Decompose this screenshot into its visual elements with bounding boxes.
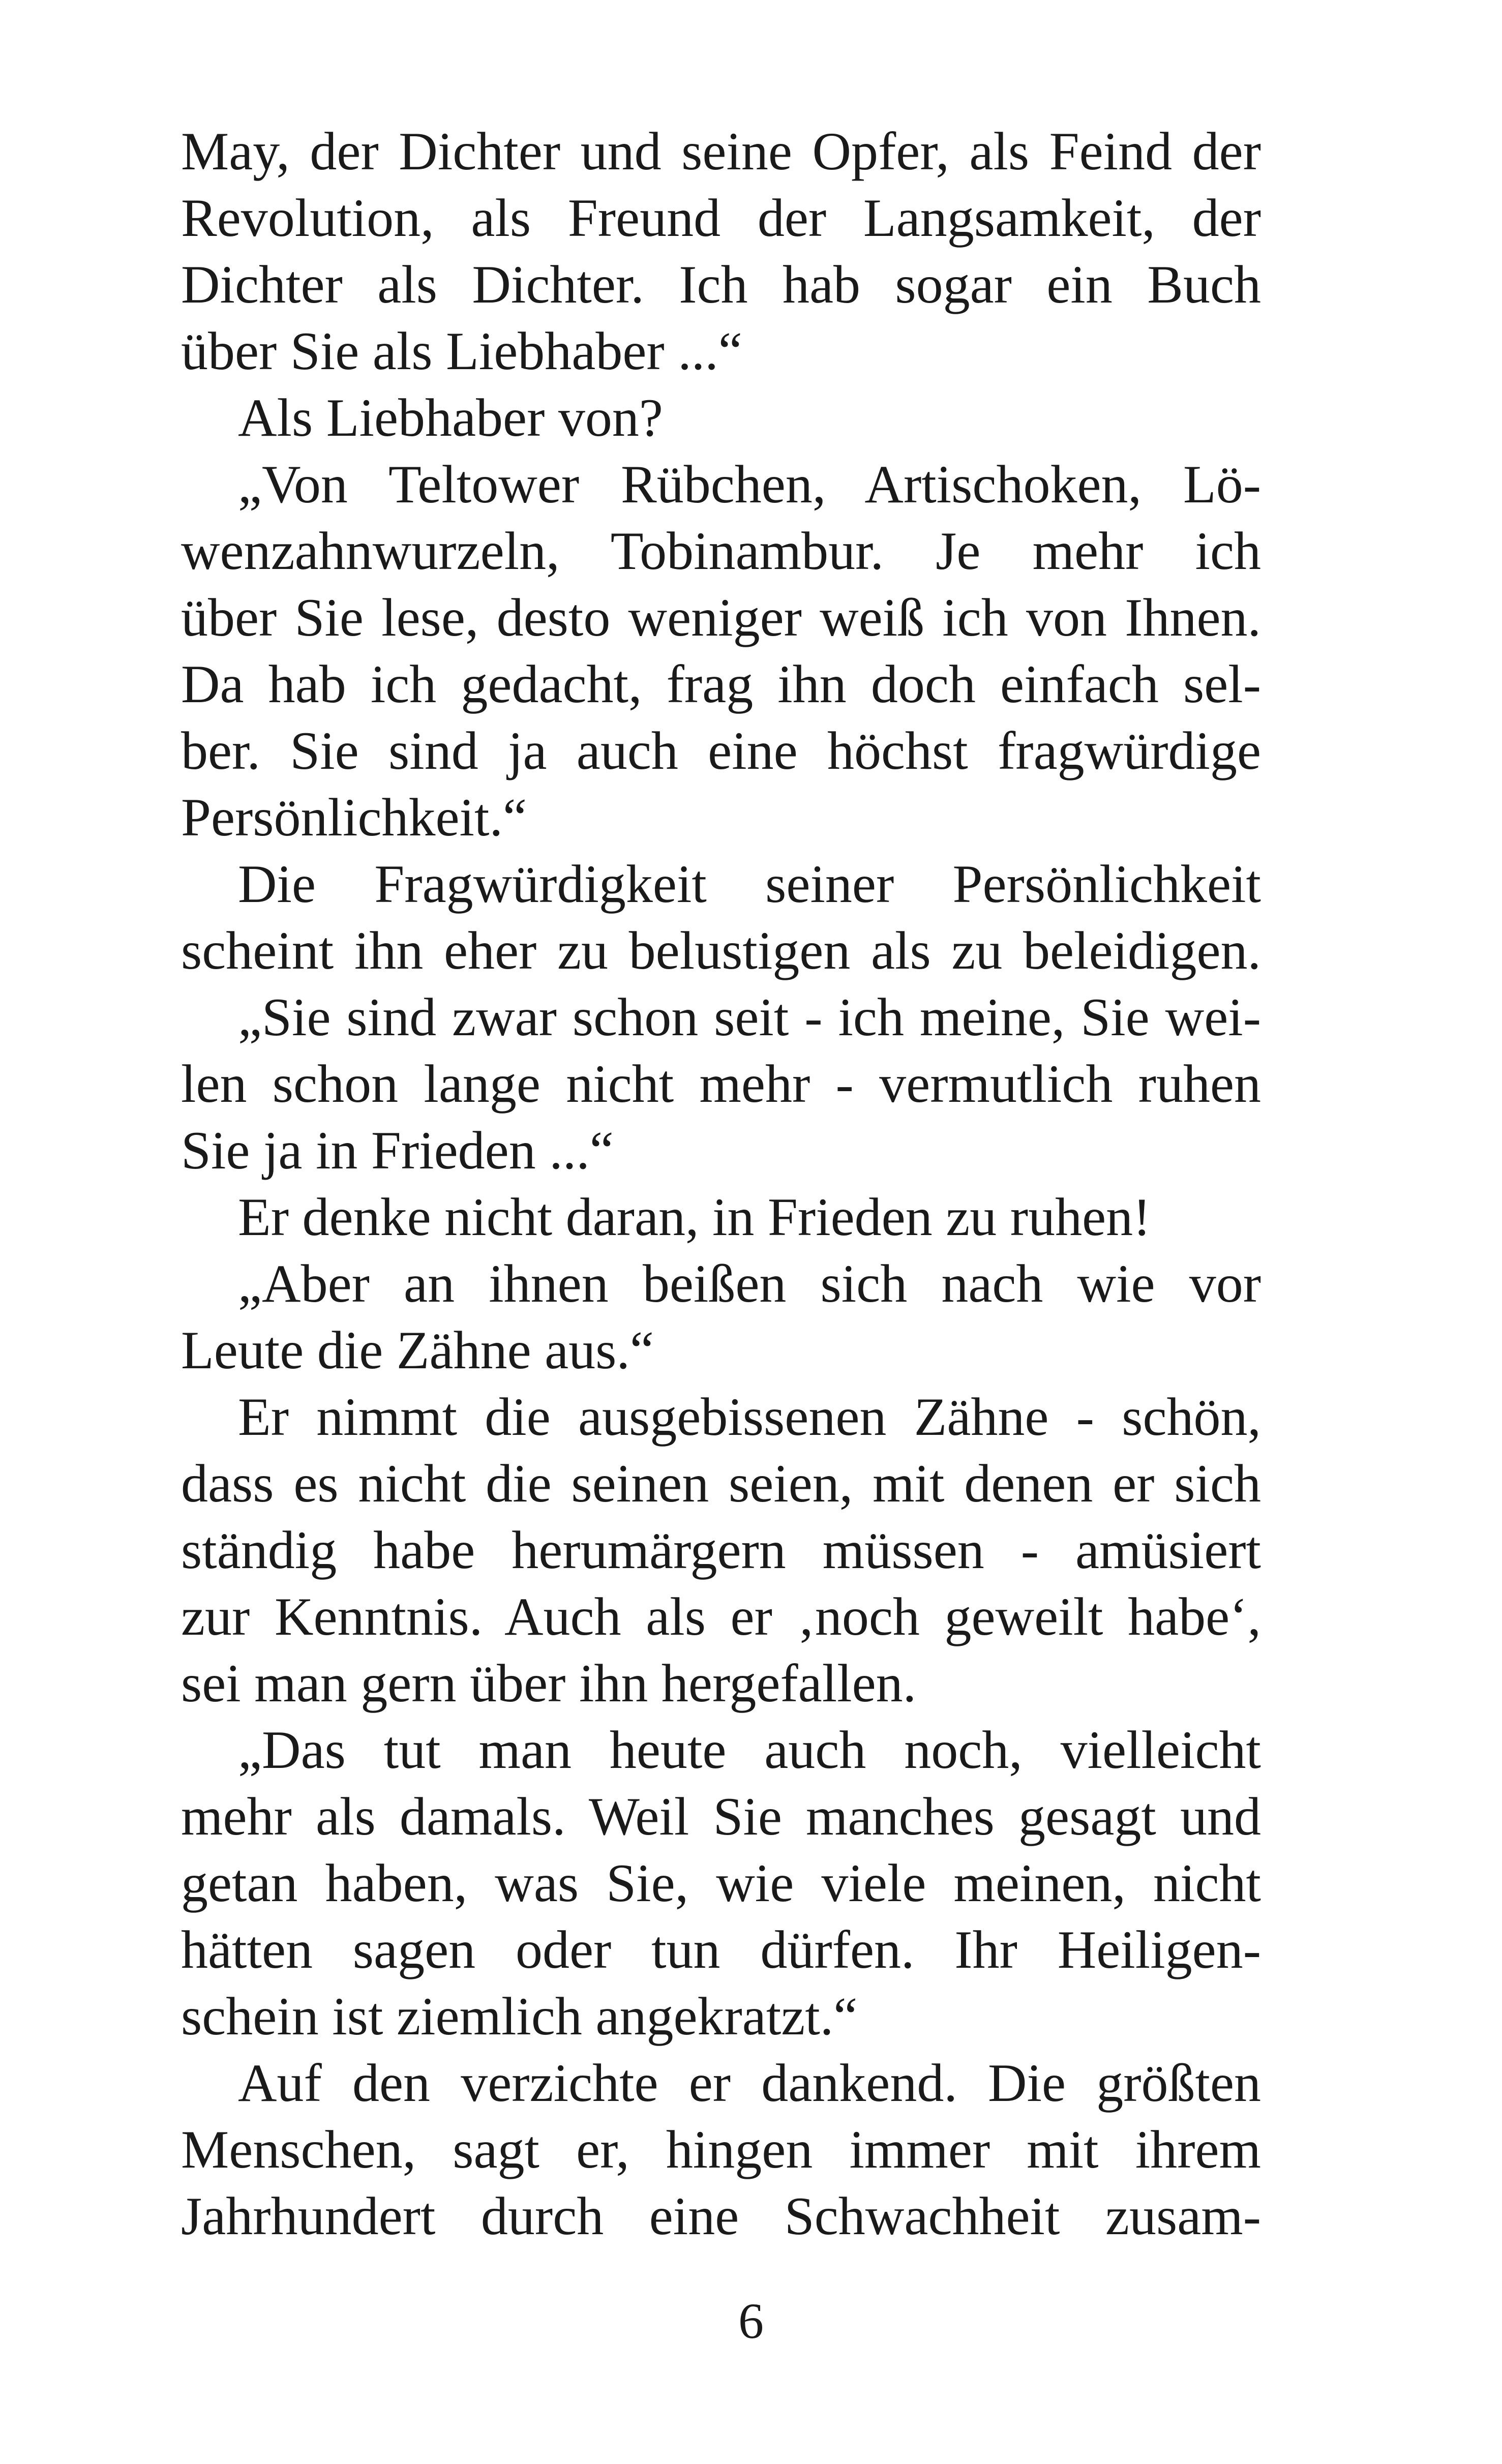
- text-line: schein ist ziemlich angekratzt.“: [181, 1987, 858, 2046]
- text-line: Als Liebhaber von?: [238, 388, 663, 447]
- text-line: getan haben, was Sie, wie viele meinen, nicht: [181, 1853, 1261, 1913]
- text-line: Sie ja in Frieden ...“: [181, 1121, 614, 1180]
- text-line: May, der Dichter und seine Opfer, als Feind der: [181, 122, 1261, 181]
- text-line: zur Kenntnis. Auch als er ‚noch geweilt habe‘,: [181, 1587, 1261, 1646]
- text-line: „Sie sind zwar schon seit - ich meine, Sie wei-: [238, 987, 1261, 1047]
- text-line: „Das tut man heute auch noch, vielleicht: [238, 1720, 1261, 1780]
- text-line: wenzahnwurzeln, Tobinambur. Je mehr ich: [181, 521, 1261, 581]
- text-line: Menschen, sagt er, hingen immer mit ihrem: [181, 2120, 1261, 2179]
- text-line: Auf den verzichte er dankend. Die größten: [238, 2053, 1261, 2113]
- text-line: mehr als damals. Weil Sie manches gesagt und: [181, 1787, 1261, 1846]
- text-line: hätten sagen oder tun dürfen. Ihr Heiligen-: [181, 1920, 1261, 1979]
- text-line: Dichter als Dichter. Ich hab sogar ein Buch: [181, 255, 1261, 314]
- text-line: Er nimmt die ausgebissenen Zähne - schön,: [238, 1387, 1261, 1447]
- text-line: über Sie als Liebhaber ...“: [181, 321, 742, 381]
- text-line: Leute die Zähne aus.“: [181, 1320, 654, 1380]
- text-line: Revolution, als Freund der Langsamkeit, der: [181, 188, 1261, 248]
- text-line: Jahrhundert durch eine Schwachheit zusam-: [181, 2186, 1261, 2246]
- text-line: „Von Teltower Rübchen, Artischoken, Lö-: [238, 455, 1261, 514]
- page-number: 6: [738, 2293, 764, 2349]
- text-line: Die Fragwürdigkeit seiner Persönlichkeit: [238, 854, 1261, 914]
- text-line: „Aber an ihnen beißen sich nach wie vor: [238, 1254, 1261, 1313]
- body-text: [181, 118, 1261, 2249]
- text-line: len schon lange nicht mehr - vermutlich ruhen: [181, 1054, 1261, 1114]
- text-line: Er denke nicht daran, in Frieden zu ruhen!: [238, 1187, 1151, 1247]
- text-line: Persönlichkeit.“: [181, 788, 527, 847]
- text-line: über Sie lese, desto weniger weiß ich von Ihnen.: [181, 588, 1261, 647]
- text-line: ständig habe herumärgern müssen - amüsiert: [181, 1520, 1261, 1580]
- text-line: ber. Sie sind ja auch eine höchst fragwürdige: [181, 721, 1261, 780]
- text-line: scheint ihn eher zu belustigen als zu beleidigen.: [181, 921, 1261, 980]
- text-line: sei man gern über ihn hergefallen.: [181, 1654, 917, 1713]
- text-line: dass es nicht die seinen seien, mit denen er sich: [181, 1454, 1261, 1513]
- text-line: Da hab ich gedacht, frag ihn doch einfach sel-: [181, 654, 1261, 714]
